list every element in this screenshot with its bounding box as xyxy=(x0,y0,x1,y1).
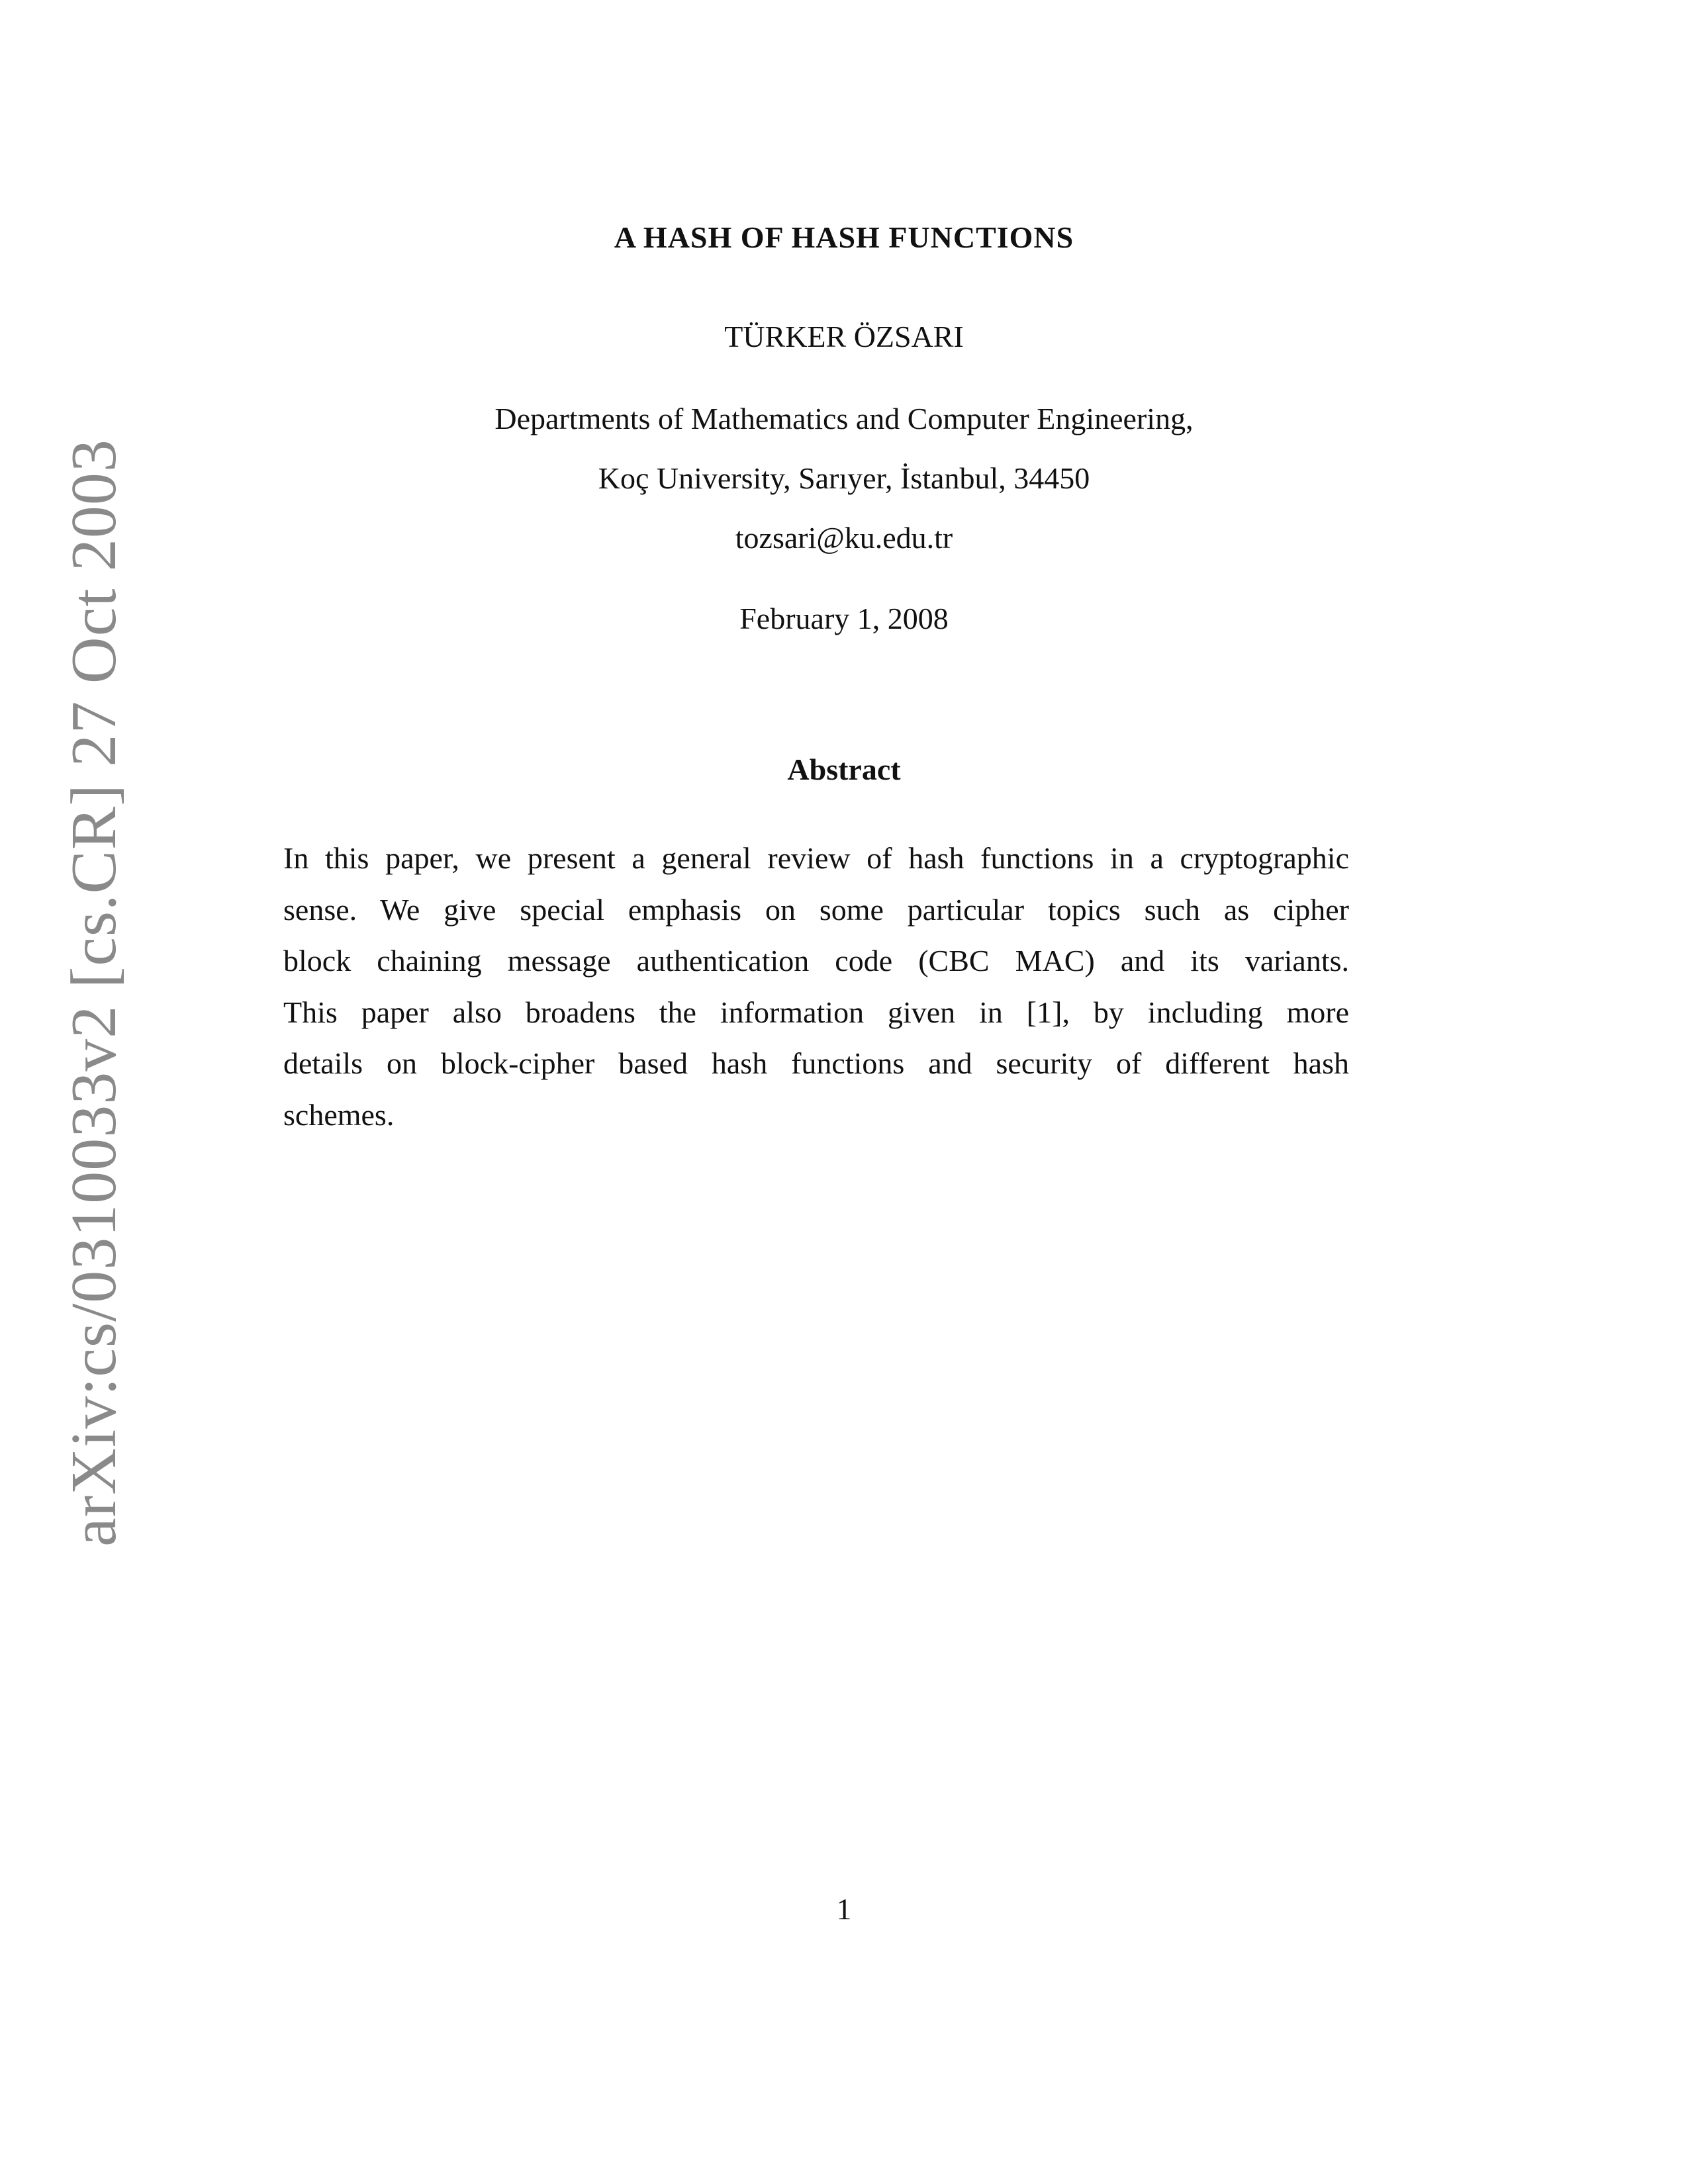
abstract-body xyxy=(283,833,1349,1140)
abstract-line: block chaining message authentication code (CBC MAC) and its variants. xyxy=(283,944,1349,978)
author-name: TÜRKER ÖZSARI xyxy=(724,320,964,353)
abstract-line: This paper also broadens the information given in [1], by including more xyxy=(283,995,1349,1029)
paper-title: A HASH OF HASH FUNCTIONS xyxy=(614,220,1074,254)
abstract-heading: Abstract xyxy=(787,752,901,786)
arxiv-identifier-stamp: arXiv:cs/0310033v2 [cs.CR] 27 Oct 2003 xyxy=(58,439,130,1547)
paper-date: February 1, 2008 xyxy=(739,602,949,635)
affiliation-line-1: Departments of Mathematics and Computer Engineering, xyxy=(494,402,1194,435)
abstract-line: sense. We give special emphasis on some particular topics such as cipher xyxy=(283,892,1349,927)
abstract-line: schemes. xyxy=(283,1097,395,1132)
author-email: tozsari@ku.edu.tr xyxy=(735,521,953,555)
page-number: 1 xyxy=(836,1892,852,1926)
abstract-line: In this paper, we present a general review of hash functions in a cryptographic xyxy=(283,841,1349,875)
abstract-line: details on block-cipher based hash functions and security of different hash xyxy=(283,1046,1349,1080)
affiliation-line-2: Koç University, Sarıyer, İstanbul, 34450 xyxy=(598,461,1090,495)
